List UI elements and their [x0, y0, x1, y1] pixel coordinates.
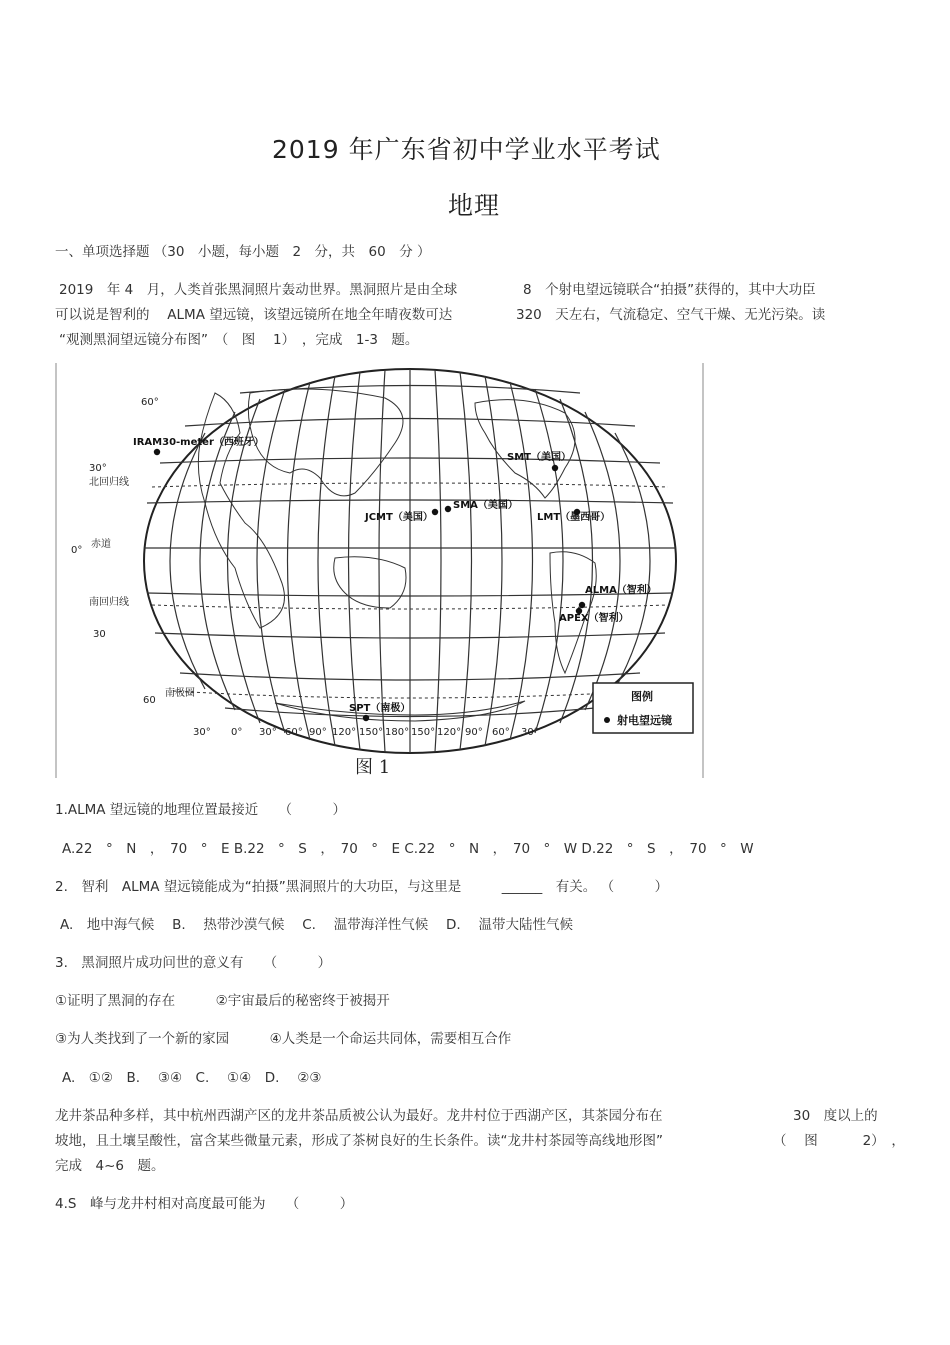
- meridians: [170, 369, 650, 753]
- telescope-label-iram: IRAM30-meter（西班牙）: [133, 437, 264, 448]
- telescope-map-figure: [55, 363, 705, 778]
- lon-label-1: 30°: [193, 727, 211, 738]
- legend-item: 射电望远镜: [617, 714, 672, 727]
- telescope-label-spt: SPT（南极）: [349, 703, 411, 714]
- telescope-marker-iram: [154, 449, 160, 455]
- lon-label-3: 30°: [259, 727, 277, 738]
- equator-label: 赤道: [91, 539, 111, 550]
- q3-stem: 3. 黑洞照片成功问世的意义有 （ ）: [55, 955, 332, 971]
- lat-label-60n: 60°: [141, 397, 159, 408]
- telescope-label-apex: APEX（智利）: [559, 613, 629, 624]
- q2-stem: 2. 智利 ALMA 望远镜能成为“拍摄”黑洞照片的大功臣，与这里是 ______ 有关。 （ ）: [55, 879, 669, 895]
- telescope-marker-spt: [363, 715, 369, 721]
- telescope-marker-alma: [579, 602, 585, 608]
- q3-item-2: ③为人类找到了一个新的家园 ④人类是一个命运共同体，需要相互合作: [55, 1031, 512, 1047]
- intro-line-1a: 2019 年 4 月，人类首张黑洞照片轰动世界。黑洞照片是由全球: [59, 282, 458, 298]
- lat-label-60s: 60: [143, 695, 156, 706]
- intro-line-3: “观测黑洞望远镜分布图” （ 图 1） ，完成 1-3 题。: [59, 332, 419, 348]
- antarctic-label: 南极圈: [165, 688, 195, 699]
- passage2-line-1a: 龙井茶品种多样，其中杭州西湖产区的龙井茶品质被公认为最好。龙井村位于西湖产区，其茶园分布在: [55, 1108, 663, 1124]
- q1-options: A.22 ° N ， 70 ° E B.22 ° S ， 70 ° E C.22 ° N ， 70 ° W D.22 ° S ， 70 ° W: [62, 841, 754, 857]
- telescope-label-lmt: LMT（墨西哥）: [537, 512, 611, 523]
- q2-options: A. 地中海气候 B. 热带沙漠气候 C. 温带海洋性气候 D. 温带大陆性气候: [60, 917, 573, 933]
- lon-label-7: 150°: [359, 727, 384, 738]
- q4-stem: 4.S 峰与龙井村相对高度最可能为 （ ）: [55, 1196, 354, 1212]
- telescope-label-alma: ALMA（智利）: [585, 585, 657, 596]
- lon-label-6: 120°: [332, 727, 357, 738]
- lat-label-30s: 30: [93, 629, 106, 640]
- figure-caption: 图 1: [355, 757, 391, 778]
- legend-dot-icon: [604, 717, 610, 723]
- lon-label-9: 150°: [411, 727, 436, 738]
- passage2-line-1b: 30 度以上的: [793, 1108, 878, 1124]
- tropic-north-label: 北回归线: [89, 477, 129, 488]
- legend-title: 图例: [631, 690, 653, 703]
- q3-item-1: ①证明了黑洞的存在 ②宇宙最后的秘密终于被揭开: [55, 993, 390, 1009]
- passage2-line-2b: （ 图 2） ，: [773, 1133, 905, 1149]
- passage2-line-3: 完成 4~6 题。: [55, 1158, 165, 1174]
- telescope-marker-sma: [445, 506, 451, 512]
- lon-label-2: 0°: [231, 727, 243, 738]
- exam-title: 2019 年广东省初中学业水平考试: [272, 135, 661, 164]
- world-map-svg: [55, 363, 705, 778]
- tropic-south-label: 南回归线: [89, 597, 129, 608]
- telescope-label-smt: SMT（美国）: [507, 452, 571, 463]
- map-legend: [593, 683, 693, 733]
- telescope-label-sma: SMA（美国）: [453, 500, 518, 511]
- passage2-line-2a: 坡地，且土壤呈酸性，富含某些微量元素，形成了茶树良好的生长条件。读“龙井村茶园等高线地形图”: [55, 1133, 663, 1149]
- q3-options: A. ①② B. ③④ C. ①④ D. ②③: [62, 1070, 322, 1086]
- lat-label-30n: 30°: [89, 463, 107, 474]
- q1-stem: 1.ALMA 望远镜的地理位置最接近 （ ）: [55, 802, 347, 818]
- telescope-label-jcmt: JCMT（美国）: [365, 512, 433, 523]
- subject-title: 地理: [448, 191, 501, 220]
- lon-label-4: 60°: [285, 727, 303, 738]
- lon-label-8: 180°: [385, 727, 410, 738]
- section-heading: 一、单项选择题 （30 小题，每小题 2 分，共 60 分 ）: [55, 244, 431, 260]
- intro-line-2b: 320 天左右，气流稳定、空气干燥、无光污染。读: [516, 307, 826, 323]
- lon-label-13: 30°: [521, 727, 539, 738]
- lon-label-5: 90°: [309, 727, 327, 738]
- lon-label-12: 60°: [492, 727, 510, 738]
- intro-line-2a: 可以说是智利的 ALMA 望远镜，该望远镜所在地全年晴夜数可达: [55, 307, 453, 323]
- lat-label-0: 0°: [71, 545, 83, 556]
- intro-line-1b: 8 个射电望远镜联合“拍摄”获得的，其中大功臣: [523, 282, 816, 298]
- lon-label-11: 90°: [465, 727, 483, 738]
- telescope-marker-smt: [552, 465, 558, 471]
- lon-label-10: 120°: [437, 727, 462, 738]
